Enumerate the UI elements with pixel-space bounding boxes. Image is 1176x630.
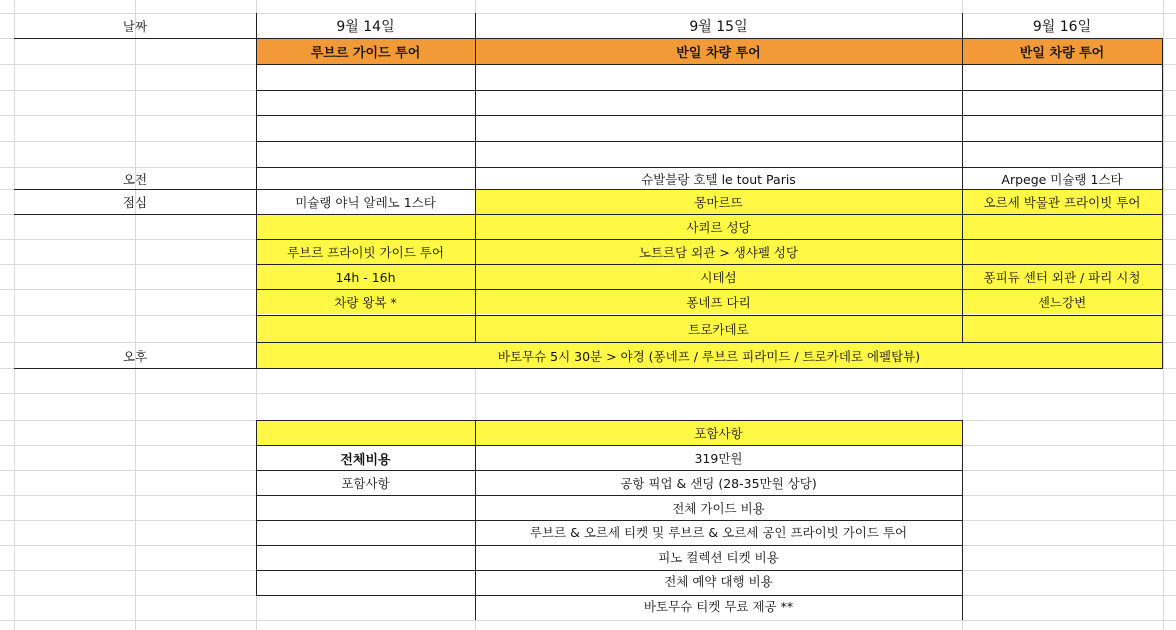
included-label: 포함사항 [341, 476, 390, 491]
afternoon-day1-row-5 [256, 316, 475, 342]
summary-header-left [256, 421, 475, 445]
afternoon-day3-row-1 [962, 215, 1162, 239]
border-line [256, 90, 1162, 91]
lunch-label: 점심 [122, 195, 148, 210]
afternoon-day3-row-3: 퐁피듀 센터 외관 / 파리 시청 [962, 265, 1162, 289]
day1-date: 9월 14일 [336, 19, 395, 35]
border-line [256, 470, 962, 471]
border-line [256, 264, 1162, 265]
border-line [256, 520, 962, 521]
included-item: 전체 가이드 비용 [672, 500, 765, 516]
morning-label: 오전 [122, 171, 148, 187]
gridline-h [0, 393, 1176, 394]
border-line [256, 141, 1162, 142]
afternoon-day2-row-2: 노트르담 외관 > 생샤펠 성당 [475, 240, 962, 264]
morning-day3: Arpege 미슐랭 1스타 [1001, 171, 1123, 187]
day3-tour-title: 반일 차량 투어 [962, 39, 1162, 64]
afternoon-day1-row-1 [256, 215, 475, 239]
border-line [256, 315, 1162, 316]
border-line [1162, 38, 1163, 368]
evening-activity: 바토무슈 5시 30분 > 야경 (퐁네프 / 루브르 피라미드 / 트로카데로 에펠탑뷰) [256, 343, 1162, 368]
included-item: 바토무슈 티켓 무료 제공 ** [643, 598, 794, 614]
afternoon-day3-row-4: 센느강변 [962, 290, 1162, 314]
lunch-day1: 미슐랭 야닉 알레노 1스타 [295, 195, 436, 210]
border-line [256, 420, 962, 421]
border-line [475, 420, 476, 620]
border-line [14, 38, 1163, 39]
border-line [256, 420, 257, 596]
day1-tour-title: 루브르 가이드 투어 [256, 39, 475, 64]
afternoon-day2-row-5: 트로카데로 [475, 316, 962, 342]
included-item: 전체 예약 대행 비용 [664, 574, 773, 589]
border-line [256, 13, 257, 368]
gridline-v [1163, 0, 1164, 630]
gridline-v [14, 0, 15, 630]
day2-tour-title: 반일 차량 투어 [475, 39, 962, 64]
total-cost-label: 전체비용 [340, 452, 391, 468]
border-line [256, 570, 962, 571]
day3-date: 9월 16일 [1032, 19, 1092, 35]
included-item: 피노 컬렉션 티켓 비용 [658, 549, 779, 565]
afternoon-label: 오후 [122, 348, 148, 364]
gridline-h [0, 620, 1176, 621]
afternoon-day2-row-4: 퐁네프 다리 [475, 290, 962, 314]
border-line [256, 595, 962, 596]
included-item: 공항 픽업 & 샌딩 (28-35만원 상당) [620, 476, 817, 491]
date-header-label: 날짜 [122, 19, 148, 34]
summary-header: 포함사항 [475, 421, 962, 445]
border-line [256, 167, 1162, 168]
lunch-day2: 몽마르뜨 [475, 190, 962, 214]
border-line [14, 214, 1163, 215]
border-line [256, 115, 1162, 116]
morning-day2: 슈발블랑 호텔 le tout Paris [641, 171, 796, 187]
day2-date: 9월 15일 [689, 19, 748, 35]
border-line [256, 445, 962, 446]
border-line [14, 189, 1163, 190]
border-line [256, 545, 962, 546]
afternoon-day2-row-3: 시테섬 [475, 265, 962, 289]
afternoon-day1-row-2: 루브르 프라이빗 가이드 투어 [256, 240, 475, 264]
afternoon-day3-row-5 [962, 316, 1162, 342]
border-line [256, 64, 1162, 65]
included-item: 루브르 & 오르세 티켓 및 루브르 & 오르세 공인 프라이빗 가이드 투어 [529, 525, 908, 540]
border-line [256, 342, 1162, 343]
border-line [256, 289, 1162, 290]
afternoon-day3-row-2 [962, 240, 1162, 264]
border-line [962, 13, 963, 343]
border-line [475, 13, 476, 343]
gridline-v [135, 0, 136, 630]
afternoon-day2-row-1: 사쾨르 성당 [475, 215, 962, 239]
total-cost-value: 319만원 [694, 451, 743, 466]
afternoon-day1-row-3: 14h - 16h [256, 265, 475, 289]
border-line [962, 420, 963, 620]
border-line [256, 495, 962, 496]
lunch-day3: 오르세 박물관 프라이빗 투어 [962, 190, 1162, 214]
afternoon-day1-row-4: 차량 왕복 * [256, 290, 475, 314]
border-line [14, 368, 1163, 369]
border-line [256, 239, 1162, 240]
